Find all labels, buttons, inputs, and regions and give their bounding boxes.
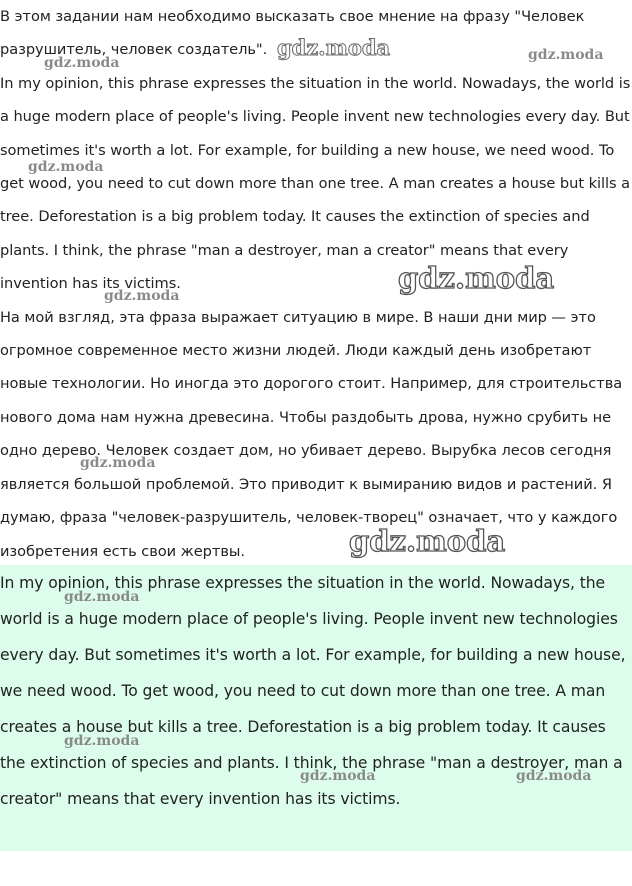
watermark-logo: gdz.moda xyxy=(528,47,604,63)
watermark-logo: gdz.moda xyxy=(64,589,140,605)
task-intro-paragraph: В этом задании нам необходимо высказать свое мнение на фразу "Человек разрушитель, человек создатель". xyxy=(0,8,585,59)
watermark-logo: gdz.moda xyxy=(300,768,376,784)
highlighted-paragraph: In my opinion, this phrase expresses the situation in the world. Nowadays, the world is a huge modern place of people's living. People invent new technologies every day. But sometimes it's worth a lot. For example, for building a new house, we need wood. To get wood, you need to cut down more than one tree. A man creates a house but kills a tree. Deforestation is a big problem today. It causes the extinction of species and plants. I think, the phrase "man a destroyer, man a creator" means that every invention has its victims. xyxy=(0,574,626,808)
watermark-logo: gdz.moda xyxy=(277,35,391,60)
russian-translation-paragraph: На мой взгляд, эта фраза выражает ситуацию в мире. В наши дни мир — это огромное современное место жизни людей. Люди каждый день изобретают новые технологии. Но иногда это дорогого стоит. Например, для строительства нового дома нам нужна древесина. Чтобы раздобыть дрова, нужно срубить не одно дерево. Человек создает дом, но убивает дерево. Вырубка лесов сегодня является большой проблемой. Это приводит к вымиранию видов и растений. Я думаю, фраза "человек-разрушитель, человек-творец" означает, что у каждого изобретения есть свои жертвы. xyxy=(0,308,623,560)
watermark-logo: gdz.moda xyxy=(516,768,592,784)
watermark-logo: gdz.moda xyxy=(28,159,104,175)
english-answer-paragraph: In my opinion, this phrase expresses the situation in the world. Nowadays, the world is a huge modern place of people's living. People invent new technologies every day. But sometimes it's worth a lot. For example, for building a new house, we need wood. To get wood, you need to cut down more than one tree. A man creates a house but kills a tree. Deforestation is a big problem today. It causes the extinction of species and plants. I think, the phrase "man a destroyer, man a creator" means that every invention has its victims. xyxy=(0,74,631,293)
watermark-logo: gdz.moda xyxy=(398,261,555,295)
watermark-logo: gdz.moda xyxy=(80,455,156,471)
watermark-logo: gdz.moda xyxy=(64,733,140,749)
watermark-logo: gdz.moda xyxy=(349,524,506,558)
watermark-logo: gdz.moda xyxy=(104,288,180,304)
watermark-logo: gdz.moda xyxy=(44,55,120,71)
